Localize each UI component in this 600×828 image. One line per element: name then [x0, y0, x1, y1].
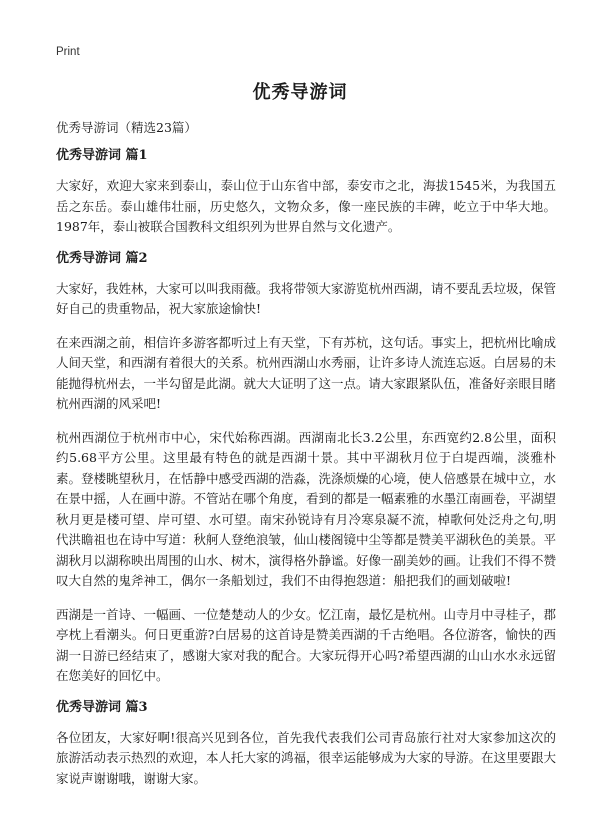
- section-heading-1: 优秀导游词 篇1: [56, 148, 148, 163]
- document-subtitle: 优秀导游词（精选23篇）: [56, 120, 197, 135]
- page-title: 优秀导游词: [252, 82, 348, 103]
- paragraph: 各位团友，大家好啊!很高兴见到各位，首先我代表我们公司青岛旅行社对大家参加这次的旅游活动表示热烈的欢迎，本人托大家的鸿福，很幸运能够成为大家的导游。在这里要跟大家说声谢谢哦，谢谢大家。: [56, 729, 557, 786]
- paragraph: 在来西湖之前，相信许多游客都听过上有天堂，下有苏杭，这句话。事实上，把杭州比喻成人间天堂，和西湖有着很大的关系。杭州西湖山水秀丽，让许多诗人流连忘返。白居易的未能抛得杭州去，一半勾留是此湖。就大大证明了这一点。请大家跟紧队伍，准备好亲眼目睹杭州西湖的风采吧!: [56, 334, 557, 411]
- document-body: [56, 120, 556, 802]
- section-heading-3: 优秀导游词 篇3: [56, 699, 148, 715]
- paragraph: 杭州西湖位于杭州市中心，宋代始称西湖。西湖南北长3.2公里，东西宽约2.8公里，面积约5.68平方公里。这里最有特色的就是西湖十景。其中平湖秋月位于白堤西端，淡雅朴素。登楼眺望秋月，在恬静中感受西湖的浩淼，洗涤烦燥的心境，使人倍感景在城中立，水在景中摇，人在画中游。不管站在哪个角度，看到的都是一幅素雅的水墨江南画卷，平湖望秋月更是楼可望、岸可望、水可望。南宋孙锐诗有月冷寒泉凝不流，棹歌何处泛舟之句,明代洪瞻祖也在诗中写道：秋舸人登绝浪皱，仙山楼阁镜中尘等都是赞美平湖秋色的美景。平湖秋月以湖称映出周围的山水、树木，演得格外静谧。好像一副美妙的画。让我们不得不赞叹大自然的鬼斧神工，偶尔一条船划过，我们不由得抱怨道：船把我们的画划破啦!: [56, 429, 557, 588]
- paragraph: 西湖是一首诗、一幅画、一位楚楚动人的少女。忆江南，最忆是杭州。山寺月中寻桂子，郡亭枕上看潮头。何日更重游?白居易的这首诗是赞美西湖的千古绝唱。各位游客，愉快的西湖一日游已经结束了，感谢大家对我的配合。大家玩得开心吗?希望西湖的山山水水永远留在您美好的回忆中。: [56, 606, 557, 683]
- print-link[interactable]: Print: [56, 46, 80, 58]
- section-heading-2: 优秀导游词 篇2: [56, 250, 148, 266]
- paragraph: 大家好，我姓林，大家可以叫我雨薇。我将带领大家游览杭州西湖，请不要乱丢垃圾，保管好自己的贵重物品，祝大家旅途愉快!: [56, 280, 557, 316]
- paragraph: 大家好，欢迎大家来到泰山，泰山位于山东省中部，泰安市之北，海拔1545米，为我国五岳之东岳。泰山雄伟壮丽，历史悠久，文物众多，像一座民族的丰碑，屹立于中华大地。1987年，泰山被联合国教科文组织列为世界自然与文化遗产。: [56, 178, 556, 234]
